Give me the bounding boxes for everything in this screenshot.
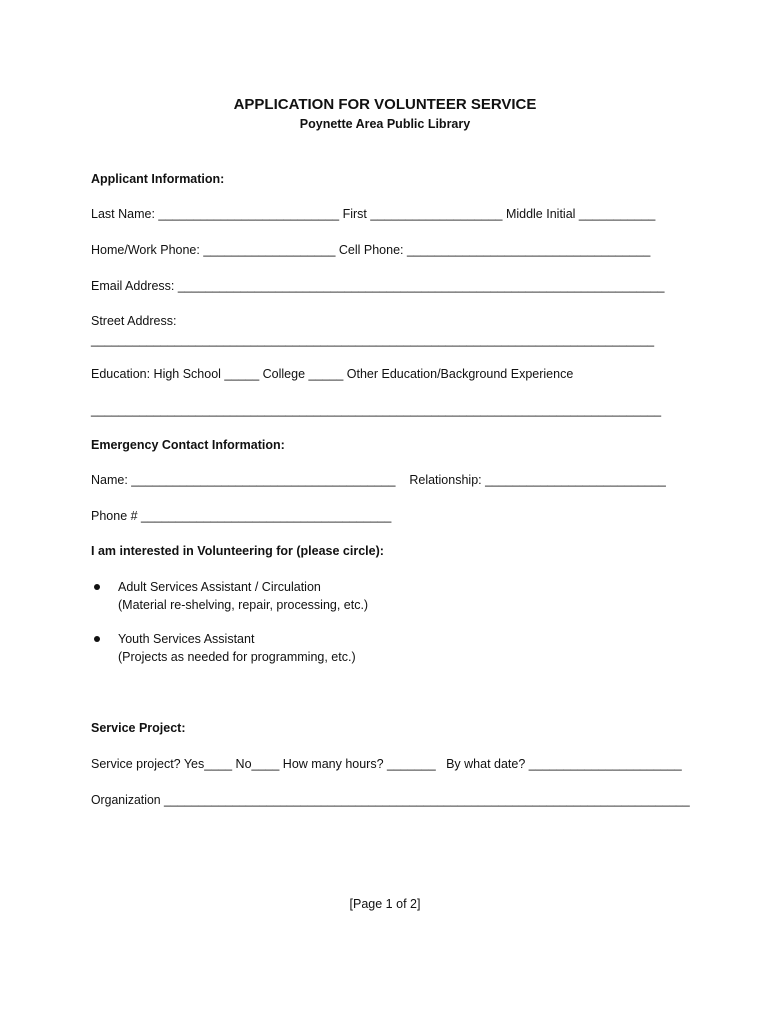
emergency-contact-heading: Emergency Contact Information: bbox=[91, 438, 285, 452]
library-name: Poynette Area Public Library bbox=[299, 117, 471, 131]
bullet-icon bbox=[94, 636, 100, 642]
phone-fields-line[interactable]: Home/Work Phone: ___________________ Cell Phone: ___________________________________ bbox=[91, 243, 651, 257]
education-line[interactable]: Education: High School _____ College _____ Other Education/Background Experience bbox=[91, 367, 574, 381]
option-youth-services-title[interactable]: Youth Services Assistant bbox=[118, 632, 255, 646]
name-fields-line[interactable]: Last Name: __________________________ First ___________________ Middle Initial ___________ bbox=[91, 207, 656, 221]
service-project-heading: Service Project: bbox=[91, 721, 186, 735]
street-address-blank[interactable]: _________________________________________________________________________________ bbox=[91, 333, 655, 347]
form-title: APPLICATION FOR VOLUNTEER SERVICE bbox=[233, 96, 537, 113]
education-experience-blank[interactable]: __________________________________________________________________________________ bbox=[91, 403, 662, 417]
email-field-line[interactable]: Email Address: ______________________________________________________________________ bbox=[91, 279, 665, 293]
option-adult-services-detail: (Material re-shelving, repair, processing, etc.) bbox=[118, 598, 369, 612]
service-project-question-line[interactable]: Service project? Yes____ No____ How many hours? _______ By what date? ______________________ bbox=[91, 757, 682, 771]
street-address-label: Street Address: bbox=[91, 314, 177, 328]
option-youth-services-detail: (Projects as needed for programming, etc.) bbox=[118, 650, 356, 664]
emergency-phone-line[interactable]: Phone # ____________________________________ bbox=[91, 509, 392, 523]
option-adult-services-title[interactable]: Adult Services Assistant / Circulation bbox=[118, 580, 321, 594]
volunteer-interest-heading: I am interested in Volunteering for (please circle): bbox=[91, 544, 384, 558]
applicant-info-heading: Applicant Information: bbox=[91, 172, 225, 186]
organization-line[interactable]: Organization _____________________________________________________________________________ bbox=[91, 793, 690, 807]
page-number: [Page 1 of 2] bbox=[349, 897, 421, 911]
emergency-name-line[interactable]: Name: ______________________________________ Relationship: __________________________ bbox=[91, 473, 666, 487]
bullet-icon bbox=[94, 584, 100, 590]
